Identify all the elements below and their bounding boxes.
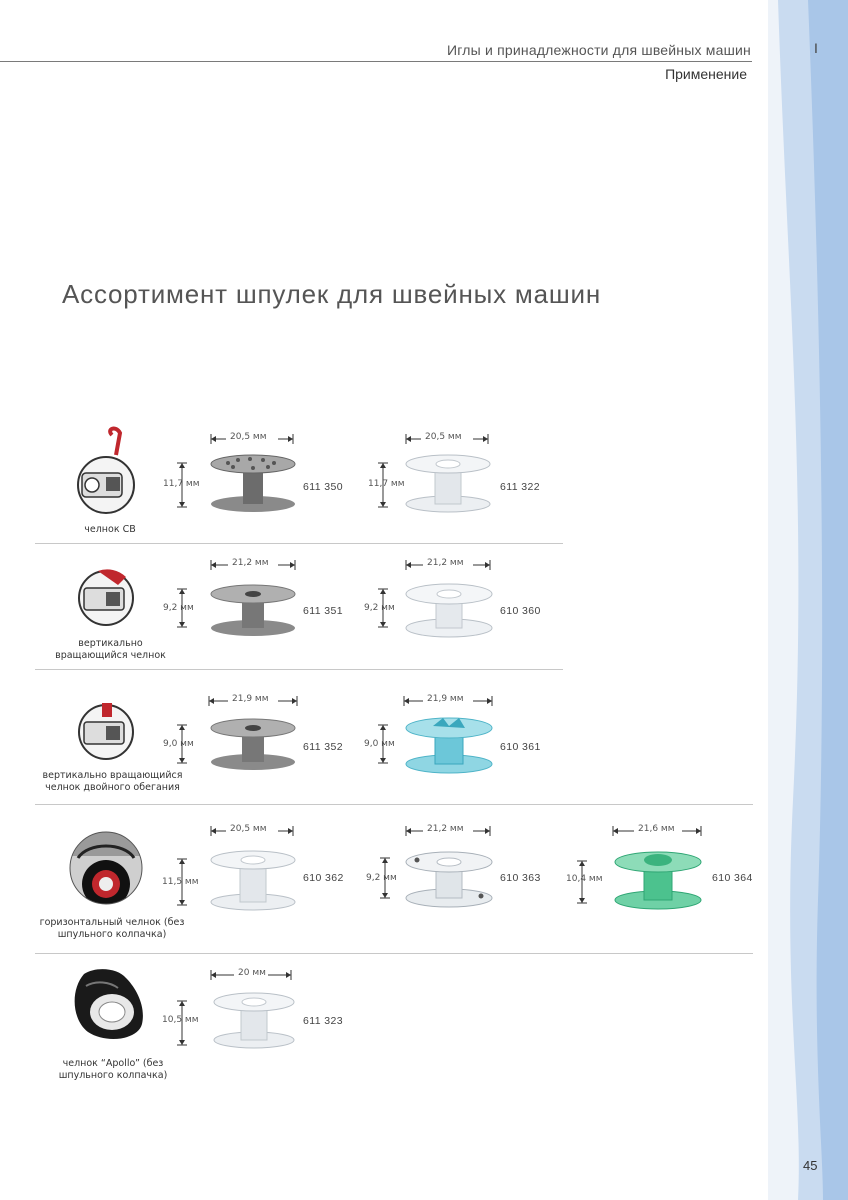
- bobbin-metal-icon: [208, 452, 298, 514]
- page-number: 45: [803, 1158, 818, 1173]
- height-label: 9,0 мм: [364, 739, 395, 749]
- row-divider: [35, 953, 753, 954]
- cb-hook-icon: [76, 425, 136, 520]
- bobbin-clear-icon: [210, 990, 298, 1050]
- article-number: 610 362: [303, 872, 344, 884]
- hook-label: горизонтальный челнок (без шпульного колпачка): [39, 917, 185, 940]
- header-title: Иглы и принадлежности для швейных машин: [447, 42, 751, 58]
- bobbin-clear-icon: [403, 848, 495, 910]
- header-subtitle: Применение: [665, 66, 747, 82]
- width-dimension: 21,2 мм: [210, 558, 296, 572]
- article-number: 611 351: [303, 605, 343, 617]
- height-label: 9,2 мм: [364, 603, 395, 613]
- height-label: 10,5 мм: [162, 1015, 199, 1025]
- article-number: 610 361: [500, 741, 541, 753]
- article-number: 610 360: [500, 605, 541, 617]
- height-label: 9,2 мм: [366, 873, 397, 883]
- article-number: 610 363: [500, 872, 541, 884]
- row-divider: [35, 804, 753, 805]
- width-dimension: 21,2 мм: [405, 824, 491, 838]
- height-label: 11,7 мм: [368, 479, 405, 489]
- page-title: Ассортимент шпулек для швейных машин: [62, 279, 601, 309]
- apollo-hook-icon: [66, 966, 154, 1046]
- article-number: 610 364: [712, 872, 753, 884]
- hook-label: вертикально вращающийся челнок: [55, 638, 166, 661]
- width-dimension: 21,2 мм: [405, 558, 491, 572]
- hook-label: вертикально вращающийся челнок двойного обегания: [42, 770, 183, 793]
- side-decoration: [768, 0, 848, 1200]
- bobbin-clear-icon: [403, 580, 495, 640]
- article-number: 611 350: [303, 481, 343, 493]
- width-dimension: 21,9 мм: [208, 694, 298, 708]
- header-rule: [0, 61, 752, 62]
- width-dimension: 20,5 мм: [210, 432, 294, 446]
- height-label: 9,0 мм: [163, 739, 194, 749]
- height-label: 11,7 мм: [163, 479, 200, 489]
- width-dimension: 20,5 мм: [210, 824, 294, 838]
- width-dimension: 20,5 мм: [405, 432, 489, 446]
- double-hook-icon: [76, 697, 136, 767]
- hook-label: челнок СВ: [84, 524, 136, 535]
- bobbin-metal-icon: [208, 716, 298, 772]
- width-dimension: 21,9 мм: [403, 694, 493, 708]
- article-number: 611 322: [500, 481, 540, 493]
- height-label: 11,5 мм: [162, 877, 199, 887]
- horizontal-hook-icon: [68, 828, 144, 908]
- row-divider: [35, 669, 563, 670]
- height-label: 10,4 мм: [566, 874, 603, 884]
- width-dimension: 20 мм: [210, 968, 292, 982]
- bobbin-blue-icon: [403, 712, 495, 776]
- bobbin-metal-icon: [208, 582, 298, 638]
- vertical-hook-icon: [76, 563, 136, 633]
- chapter-number: I: [814, 40, 818, 56]
- row-divider: [35, 543, 563, 544]
- bobbin-clear-icon: [403, 452, 493, 514]
- bobbin-green-icon: [612, 846, 704, 912]
- hook-label: челнок “Apollo” (без шпульного колпачка): [58, 1058, 168, 1081]
- bobbin-clear-icon: [208, 848, 298, 912]
- article-number: 611 323: [303, 1015, 343, 1027]
- article-number: 611 352: [303, 741, 343, 753]
- height-label: 9,2 мм: [163, 603, 194, 613]
- width-dimension: 21,6 мм: [612, 824, 702, 838]
